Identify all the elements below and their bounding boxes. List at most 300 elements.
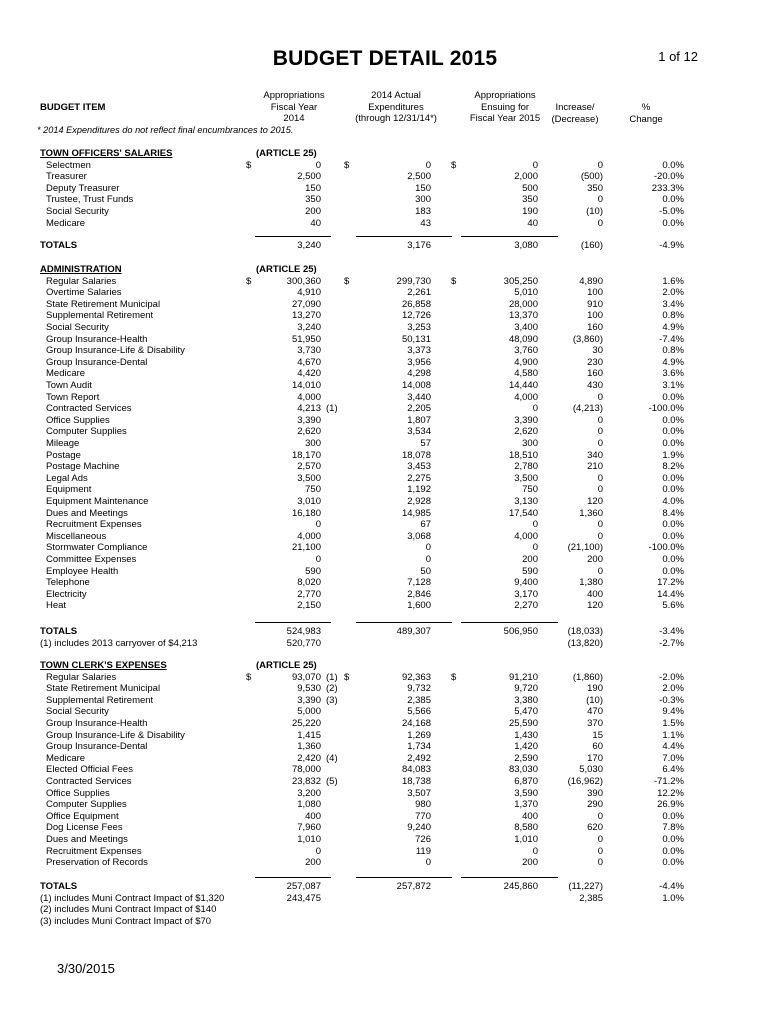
subtotal-rule <box>356 236 452 237</box>
table-row <box>0 171 770 183</box>
actual-2014: 14,008 <box>401 380 431 391</box>
table-row <box>0 357 770 369</box>
appropriation-2014: 1,360 <box>297 741 321 753</box>
appropriation-2015: 1,420 <box>514 741 538 753</box>
appropriation-2014: 27,090 <box>291 298 321 310</box>
increase-decrease: 1,360 <box>579 507 603 519</box>
appropriation-2014: 7,960 <box>297 822 321 834</box>
appropriation-2015: 3,400 <box>514 322 538 333</box>
appropriation-2015: 8,580 <box>514 822 538 834</box>
appropriation-2014: 2,620 <box>297 426 321 438</box>
table-row <box>0 508 770 520</box>
actual-2014: 5,566 <box>407 706 431 718</box>
percent-change: 0.0% <box>662 426 684 438</box>
appropriation-2014: 350 <box>305 194 321 206</box>
increase-decrease: 230 <box>587 356 603 368</box>
appropriation-2015: 2,620 <box>514 426 538 438</box>
line-item-name: Medicare <box>46 217 86 229</box>
appropriation-2014: 2,570 <box>297 461 321 473</box>
appropriation-2015: 350 <box>522 194 538 206</box>
footnote-marker: (5) <box>326 776 338 787</box>
table-row <box>0 753 770 765</box>
percent-change: 2.0% <box>662 287 684 299</box>
appropriation-2015: 3,170 <box>514 588 538 600</box>
total-increase-decrease: (18,033) <box>567 626 603 637</box>
table-row <box>0 160 770 172</box>
header-line: Ensuing for <box>480 101 530 113</box>
line-item-name: Equipment Maintenance <box>46 496 149 507</box>
appropriation-2015: 0 <box>532 542 538 554</box>
line-item-name: Contracted Services <box>46 403 132 415</box>
increase-decrease: 0 <box>597 519 603 531</box>
percent-change: 0.0% <box>662 810 684 822</box>
line-item-name: Computer Supplies <box>46 799 127 811</box>
section-title: TOWN CLERK'S EXPENSES <box>40 660 167 671</box>
currency-symbol: $ <box>344 159 350 171</box>
increase-decrease: 400 <box>587 588 603 600</box>
currency-symbol: $ <box>246 275 252 287</box>
appropriation-2015: 1,370 <box>514 799 538 811</box>
table-row <box>0 484 770 496</box>
adjusted-percent: -2.7% <box>659 637 684 649</box>
appropriation-2015: 2,780 <box>514 461 538 473</box>
line-item-name: Town Audit <box>46 380 92 391</box>
table-row <box>0 822 770 834</box>
actual-2014: 26,858 <box>401 298 431 310</box>
appropriation-2014: 750 <box>305 484 321 496</box>
table-row <box>0 450 770 462</box>
line-item-name: Postage Machine <box>46 461 120 473</box>
adjusted-appropriation: 243,475 <box>286 892 321 904</box>
increase-decrease: 100 <box>587 310 603 322</box>
appropriation-2014: 14,010 <box>291 380 321 391</box>
percent-change: 0.0% <box>662 217 684 229</box>
appropriation-2014: 300 <box>305 438 321 449</box>
line-item-name: Recruitment Expenses <box>46 845 142 857</box>
document-date: 3/30/2015 <box>57 961 115 976</box>
table-row <box>0 764 770 776</box>
increase-decrease: 0 <box>597 426 603 438</box>
page-title: BUDGET DETAIL 2015 <box>272 47 498 70</box>
article-label: (ARTICLE 25) <box>256 148 317 159</box>
appropriation-2014: 16,180 <box>291 507 321 519</box>
table-row <box>0 730 770 742</box>
appropriation-2014: 23,832 <box>291 776 321 787</box>
appropriation-2014: 1,415 <box>297 729 321 741</box>
currency-symbol: $ <box>344 275 350 287</box>
increase-decrease: 160 <box>587 368 603 380</box>
header-increase <box>540 102 610 125</box>
appropriation-2015: 190 <box>522 206 538 217</box>
line-item-name: Preservation of Records <box>46 857 148 869</box>
appropriation-2014: 1,010 <box>297 834 321 845</box>
currency-symbol: $ <box>451 671 457 683</box>
line-item-name: Medicare <box>46 368 86 380</box>
appropriation-2015: 2,000 <box>514 171 538 183</box>
line-item-name: Committee Expenses <box>46 554 137 565</box>
header-percent-change <box>614 102 678 125</box>
increase-decrease: (3,860) <box>572 333 603 345</box>
increase-decrease: (1,860) <box>572 671 603 683</box>
total-increase-decrease: (160) <box>580 240 603 251</box>
table-row <box>0 183 770 195</box>
increase-decrease: 170 <box>587 752 603 764</box>
appropriation-2015: 18,510 <box>508 449 538 461</box>
increase-decrease: 0 <box>597 810 603 822</box>
appropriation-2014: 300,360 <box>286 275 321 287</box>
actual-2014: 183 <box>415 206 431 217</box>
header-line: 2014 Actual <box>371 90 421 101</box>
percent-change: 0.0% <box>662 565 684 577</box>
percent-change: 3.4% <box>662 298 684 310</box>
percent-change: 4.0% <box>662 496 684 507</box>
table-row <box>0 834 770 846</box>
table-row <box>0 426 770 438</box>
appropriation-2014: 4,670 <box>297 356 321 368</box>
actual-2014: 7,128 <box>407 577 431 589</box>
actual-2014: 57 <box>420 438 431 449</box>
adjusted-percent: 1.0% <box>662 892 684 904</box>
line-item-name: Office Supplies <box>46 787 110 799</box>
table-row <box>0 718 770 730</box>
increase-decrease: 0 <box>597 414 603 426</box>
percent-change: 1.1% <box>662 729 684 741</box>
actual-2014: 2,928 <box>407 496 431 507</box>
appropriation-2015: 28,000 <box>508 298 538 310</box>
total-appropriation-2014: 3,240 <box>297 240 321 251</box>
header-line: Appropriations <box>474 90 536 101</box>
appropriation-2014: 40 <box>310 217 321 229</box>
totals-note-row <box>0 893 770 905</box>
table-row <box>0 322 770 334</box>
line-item-name: Social Security <box>46 322 109 333</box>
appropriation-2014: 25,220 <box>291 718 321 729</box>
totals-note-row <box>0 904 770 916</box>
line-item-name: Deputy Treasurer <box>46 182 120 194</box>
table-row <box>0 334 770 346</box>
increase-decrease: (21,100) <box>567 542 603 554</box>
line-item-name: Electricity <box>46 588 87 600</box>
appropriation-2014: 18,170 <box>291 449 321 461</box>
increase-decrease: 350 <box>587 182 603 194</box>
appropriation-2014: 0 <box>315 554 321 565</box>
percent-change: 4.9% <box>662 322 684 333</box>
increase-decrease: 0 <box>597 438 603 449</box>
increase-decrease: (4,213) <box>572 403 603 415</box>
header-line: (through 12/31/14*) <box>355 113 437 125</box>
actual-2014: 50,131 <box>401 333 431 345</box>
percent-change: 1.6% <box>662 275 684 287</box>
appropriation-2015: 0 <box>532 845 538 857</box>
appropriation-2014: 5,000 <box>297 706 321 718</box>
appropriation-2014: 2,500 <box>297 171 321 183</box>
appropriation-2014: 150 <box>305 182 321 194</box>
currency-symbol: $ <box>451 275 457 287</box>
line-item-name: Computer Supplies <box>46 426 127 438</box>
line-item-name: Telephone <box>46 577 90 589</box>
table-row <box>0 519 770 531</box>
line-item-name: Overtime Salaries <box>46 287 122 299</box>
appropriation-2015: 4,580 <box>514 368 538 380</box>
increase-decrease: 0 <box>597 194 603 206</box>
subtotal-rule <box>356 877 452 878</box>
appropriation-2015: 305,250 <box>503 275 538 287</box>
appropriation-2014: 51,950 <box>291 333 321 345</box>
percent-change: 233.3% <box>651 182 684 194</box>
appropriation-2015: 750 <box>522 484 538 496</box>
appropriation-2015: 17,540 <box>508 507 538 519</box>
actual-2014: 14,985 <box>401 507 431 519</box>
totals-note: (2) includes Muni Contract Impact of $140 <box>40 904 217 916</box>
table-row <box>0 542 770 554</box>
increase-decrease: 370 <box>587 718 603 729</box>
table-row <box>0 554 770 566</box>
actual-2014: 92,363 <box>401 671 431 683</box>
actual-2014: 3,253 <box>407 322 431 333</box>
increase-decrease: 15 <box>592 729 603 741</box>
line-item-name: Group Insurance-Life & Disability <box>46 345 185 357</box>
percent-change: 7.8% <box>662 822 684 834</box>
actual-2014: 9,240 <box>407 822 431 834</box>
totals-row <box>0 626 770 638</box>
appropriation-2015: 1,010 <box>514 834 538 845</box>
line-item-name: Trustee, Trust Funds <box>46 194 134 206</box>
actual-2014: 980 <box>415 799 431 811</box>
appropriation-2015: 14,440 <box>508 380 538 391</box>
line-item-name: Mileage <box>46 438 80 449</box>
header-line: Appropriations <box>263 90 325 101</box>
increase-decrease: 60 <box>592 741 603 753</box>
table-row <box>0 706 770 718</box>
article-label: (ARTICLE 25) <box>256 660 317 671</box>
line-item-name: State Retirement Municipal <box>46 298 161 310</box>
appropriation-2014: 3,730 <box>297 345 321 357</box>
increase-decrease: 910 <box>587 298 603 310</box>
actual-2014: 0 <box>425 159 431 171</box>
increase-decrease: (16,962) <box>567 776 603 787</box>
percent-change: 6.4% <box>662 764 684 776</box>
table-row <box>0 566 770 578</box>
totals-note: (1) includes 2013 carryover of $4,213 <box>40 637 198 649</box>
totals-note: (1) includes Muni Contract Impact of $1,320 <box>40 892 225 904</box>
appropriation-2014: 400 <box>305 810 321 822</box>
line-item-name: Supplemental Retirement <box>46 310 154 322</box>
actual-2014: 2,500 <box>407 171 431 183</box>
header-line: % <box>641 102 651 113</box>
section-header <box>0 148 770 160</box>
appropriation-2015: 500 <box>522 182 538 194</box>
table-row <box>0 496 770 508</box>
percent-change: 9.4% <box>662 706 684 718</box>
footnote-marker: (1) <box>326 671 338 683</box>
line-item-name: Medicare <box>46 752 86 764</box>
percent-change: 4.4% <box>662 741 684 753</box>
table-row <box>0 194 770 206</box>
total-percent-change: -3.4% <box>659 626 684 637</box>
appropriation-2014: 3,500 <box>297 472 321 484</box>
actual-2014: 2,205 <box>407 403 431 415</box>
appropriation-2014: 93,070 <box>291 671 321 683</box>
increase-decrease: 1,380 <box>579 577 603 589</box>
line-item-name: Dues and Meetings <box>46 834 128 845</box>
increase-decrease: 0 <box>597 834 603 845</box>
appropriation-2015: 91,210 <box>508 671 538 683</box>
appropriation-2014: 3,200 <box>297 787 321 799</box>
totals-label: TOTALS <box>40 240 78 251</box>
actual-2014: 43 <box>420 217 431 229</box>
appropriation-2015: 1,430 <box>514 729 538 741</box>
percent-change: 0.0% <box>662 194 684 206</box>
section-header <box>0 264 770 276</box>
percent-change: 0.8% <box>662 345 684 357</box>
appropriation-2015: 4,000 <box>514 530 538 542</box>
line-item-name: Treasurer <box>46 171 87 183</box>
appropriation-2014: 3,390 <box>297 414 321 426</box>
actual-2014: 2,492 <box>407 752 431 764</box>
section-header <box>0 660 770 672</box>
total-increase-decrease: (11,227) <box>568 881 603 892</box>
increase-decrease: 0 <box>597 159 603 171</box>
appropriation-2015: 400 <box>522 810 538 822</box>
percent-change: 4.9% <box>662 356 684 368</box>
appropriation-2015: 300 <box>522 438 538 449</box>
percent-change: 3.6% <box>662 368 684 380</box>
currency-symbol: $ <box>451 159 457 171</box>
appropriation-2014: 2,420 <box>297 752 321 764</box>
increase-decrease: (10) <box>586 206 603 217</box>
line-item-name: Town Report <box>46 391 100 403</box>
table-row <box>0 695 770 707</box>
total-actual-2014: 257,872 <box>396 881 431 892</box>
percent-change: -20.0% <box>653 171 684 183</box>
line-item-name: Regular Salaries <box>46 671 117 683</box>
section-title: TOWN OFFICERS' SALARIES <box>40 148 173 159</box>
subtotal-rule <box>255 622 331 623</box>
totals-label: TOTALS <box>40 626 78 637</box>
increase-decrease: 620 <box>587 822 603 834</box>
appropriation-2015: 0 <box>532 403 538 415</box>
table-row <box>0 218 770 230</box>
footnote-marker: (1) <box>326 403 338 415</box>
subtotal-rule <box>461 877 558 878</box>
line-item-name: Recruitment Expenses <box>46 519 142 531</box>
total-appropriation-2015: 3,080 <box>514 240 538 251</box>
actual-2014: 12,726 <box>401 310 431 322</box>
table-row <box>0 206 770 218</box>
increase-decrease: 210 <box>587 461 603 473</box>
total-appropriation-2014: 257,087 <box>286 881 321 892</box>
appropriation-2015: 25,590 <box>508 718 538 729</box>
percent-change: 1.5% <box>662 718 684 729</box>
appropriation-2014: 4,000 <box>297 530 321 542</box>
appropriation-2015: 83,030 <box>508 764 538 776</box>
totals-label: TOTALS <box>40 881 78 892</box>
appropriation-2014: 13,270 <box>291 310 321 322</box>
total-appropriation-2015: 506,950 <box>503 626 538 637</box>
percent-change: 8.2% <box>662 461 684 473</box>
footnote-marker: (4) <box>326 752 338 764</box>
actual-2014: 3,373 <box>407 345 431 357</box>
appropriation-2014: 78,000 <box>291 764 321 776</box>
appropriation-2015: 2,590 <box>514 752 538 764</box>
table-row <box>0 403 770 415</box>
actual-2014: 3,507 <box>407 787 431 799</box>
line-item-name: Regular Salaries <box>46 275 117 287</box>
percent-change: 12.2% <box>657 787 684 799</box>
line-item-name: Social Security <box>46 706 109 718</box>
increase-decrease: 120 <box>587 496 603 507</box>
actual-2014: 9,732 <box>407 683 431 695</box>
appropriation-2015: 200 <box>522 857 538 869</box>
appropriation-2014: 21,100 <box>291 542 321 554</box>
totals-note-row <box>0 916 770 928</box>
percent-change: 17.2% <box>657 577 684 589</box>
appropriation-2014: 4,000 <box>297 391 321 403</box>
actual-2014: 0 <box>425 554 431 565</box>
header-actual-2014 <box>336 90 456 125</box>
total-appropriation-2014: 524,983 <box>286 626 321 637</box>
actual-2014: 1,807 <box>407 414 431 426</box>
increase-decrease: 0 <box>597 845 603 857</box>
actual-2014: 67 <box>420 519 431 531</box>
table-row <box>0 276 770 288</box>
appropriation-2015: 6,870 <box>514 776 538 787</box>
table-row <box>0 811 770 823</box>
percent-change: 0.0% <box>662 530 684 542</box>
percent-change: -7.4% <box>659 333 684 345</box>
header-appropriations-2014 <box>240 90 348 125</box>
actual-2014: 2,275 <box>407 472 431 484</box>
subtotal-rule <box>255 877 331 878</box>
actual-2014: 1,734 <box>407 741 431 753</box>
appropriation-2015: 3,500 <box>514 472 538 484</box>
increase-decrease: 0 <box>597 565 603 577</box>
appropriation-2014: 200 <box>305 857 321 869</box>
table-row <box>0 846 770 858</box>
increase-decrease: 470 <box>587 706 603 718</box>
actual-2014: 3,534 <box>407 426 431 438</box>
section-title: ADMINISTRATION <box>40 264 122 275</box>
totals-row <box>0 881 770 893</box>
appropriation-2015: 590 <box>522 565 538 577</box>
header-line: Change <box>629 113 663 125</box>
appropriation-2015: 200 <box>522 554 538 565</box>
line-item-name: Elected Official Fees <box>46 764 133 776</box>
table-row <box>0 589 770 601</box>
header-line: Expenditures <box>368 101 424 113</box>
percent-change: -2.0% <box>659 671 684 683</box>
actual-2014: 300 <box>415 194 431 206</box>
table-row <box>0 600 770 612</box>
adjusted-increase: (13,820) <box>567 637 603 649</box>
appropriation-2015: 4,900 <box>514 356 538 368</box>
increase-decrease: 4,890 <box>579 275 603 287</box>
table-row <box>0 683 770 695</box>
appropriation-2014: 0 <box>315 519 321 531</box>
expenditures-footnote: * 2014 Expenditures do not reflect final encumbrances to 2015. <box>37 125 294 135</box>
subtotal-rule <box>356 622 452 623</box>
currency-symbol: $ <box>246 671 252 683</box>
budget-item-header: BUDGET ITEM <box>40 102 106 113</box>
percent-change: 0.0% <box>662 554 684 565</box>
percent-change: 3.1% <box>662 380 684 391</box>
appropriation-2015: 5,010 <box>514 287 538 299</box>
line-item-name: Dog License Fees <box>46 822 123 834</box>
increase-decrease: 0 <box>597 530 603 542</box>
line-item-name: Miscellaneous <box>46 530 107 542</box>
appropriation-2014: 4,420 <box>297 368 321 380</box>
percent-change: 0.0% <box>662 845 684 857</box>
